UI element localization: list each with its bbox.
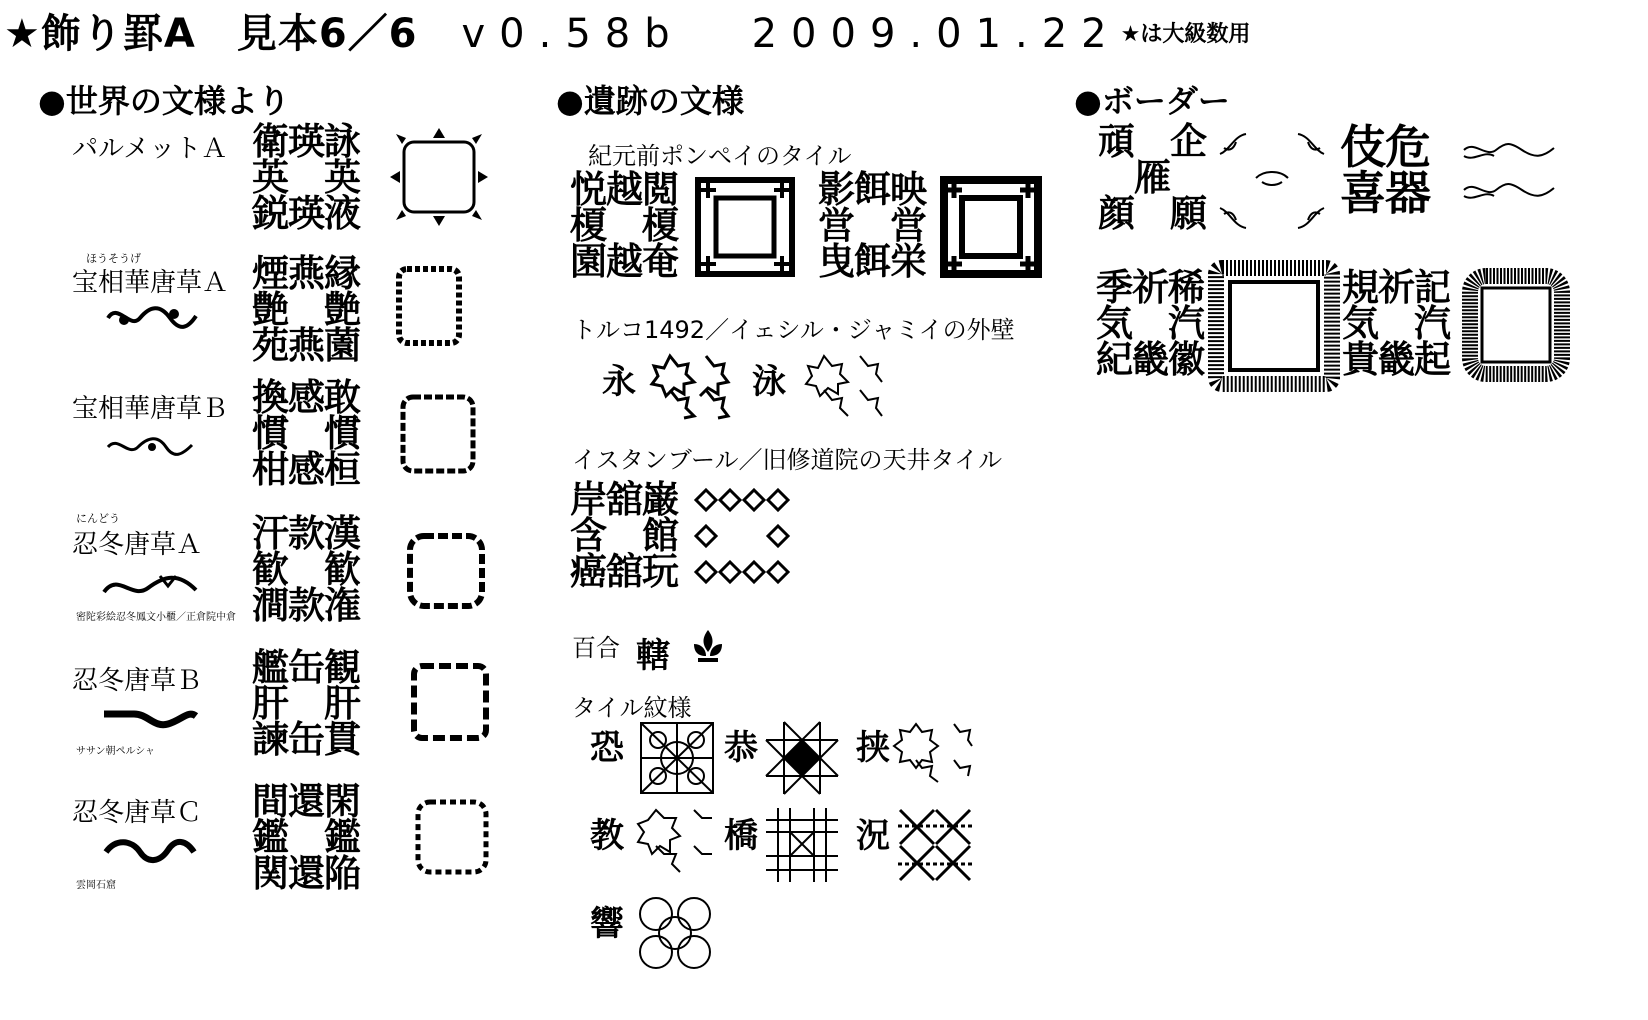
sample-kanji: 轄: [636, 636, 670, 676]
sample-kanji: 況: [856, 816, 890, 856]
glyph-block: 季祈稀 気 汽 紀畿徽: [1096, 266, 1204, 381]
title-text: ★飾り罫A 見本6／6: [4, 11, 418, 57]
star-tile-icon: [650, 354, 730, 424]
crossed-tile-icon: [898, 808, 972, 882]
glyph-block: 規祈記 気 汽 貴畿起: [1342, 266, 1450, 381]
pattern-label: 百合: [572, 634, 620, 662]
ruby-text: にんどう: [76, 512, 120, 525]
page-title: [4, 2, 1250, 59]
flourish-corner-icon: [1216, 128, 1328, 232]
sample-kanji: 泳: [752, 362, 786, 402]
pattern-caption: 雲岡石窟: [76, 880, 116, 891]
pattern-caption: ササン朝ペルシャ: [76, 746, 156, 757]
section-heading-ruins: ●遺跡の文様: [556, 82, 744, 120]
usage-note: ★は大級数用: [1120, 22, 1251, 47]
sample-kanji: 恐: [590, 728, 624, 768]
pattern-label: イスタンブール／旧修道院の天井タイル: [572, 446, 1003, 474]
pattern-label: パルメットＡ: [72, 134, 228, 164]
arabesque-sample-icon: [104, 432, 196, 462]
floral-frame-icon: [394, 264, 464, 348]
meander-frame-icon: [694, 176, 796, 278]
floral-frame-icon: [398, 392, 478, 476]
glyph-block: 間還閑 鑑 鑑 関還陥: [252, 780, 360, 895]
date-text: 2009.01.22: [751, 11, 1121, 57]
glyph-block: 換感敢 慣 慣 柑感桓: [252, 376, 360, 491]
diamond-frame-icon: [694, 488, 790, 584]
radiating-frame-icon: [1464, 270, 1568, 380]
floral-frame-icon: [412, 796, 492, 878]
floral-frame-icon: [408, 660, 492, 744]
pattern-caption: 密陀彩絵忍冬鳳文小櫃／正倉院中倉: [76, 612, 236, 623]
circle-tile-icon: [638, 896, 712, 970]
glyph-block: 影餌映 営 営 曳餌栄: [818, 168, 926, 283]
palmette-frame-icon: [386, 124, 492, 230]
sample-kanji: 挟: [856, 728, 890, 768]
sample-kanji: 教: [590, 816, 624, 856]
scroll-ornament-icon: [1460, 138, 1558, 208]
pattern-label: 忍冬唐草Ｂ: [72, 666, 203, 696]
interlace-tile-icon: [766, 808, 838, 882]
geometric-tile-icon: [766, 722, 838, 794]
pattern-label: タイル紋様: [572, 694, 692, 722]
arabesque-sample-icon: [104, 300, 200, 336]
glyph-block: 岸舘巌 含 館 癌舘玩: [570, 478, 678, 593]
pattern-label: 忍冬唐草Ｃ: [72, 798, 203, 828]
pattern-label: トルコ1492／イェシル・ジャミイの外壁: [572, 316, 1015, 344]
sample-kanji: 恭: [724, 728, 758, 768]
meander-frame-icon: [940, 176, 1042, 278]
section-heading-world: ●世界の文様より: [38, 82, 290, 120]
star-tile-icon: [638, 808, 712, 882]
glyph-block: 煙燕縁 艶 艶 苑燕薗: [252, 252, 360, 367]
pattern-label: 忍冬唐草Ａ: [72, 530, 203, 560]
glyph-block: 汗款漢 歓 歓 澗款潅: [252, 512, 360, 627]
pattern-label: 宝相華唐草Ｂ: [72, 394, 229, 424]
glyph-block: 頑 企 雁 顔 願: [1098, 120, 1206, 235]
geometric-tile-icon: [640, 722, 714, 794]
floral-frame-icon: [404, 530, 488, 612]
pattern-label: 宝相華唐草Ａ: [72, 268, 229, 298]
fleur-de-lis-icon: [688, 628, 728, 668]
ruby-text: ほうそうげ: [86, 252, 141, 265]
sample-kanji: 永: [602, 362, 636, 402]
radiating-frame-icon: [1212, 264, 1336, 388]
arabesque-sample-icon: [100, 702, 200, 734]
arabesque-sample-icon: [100, 568, 200, 600]
version-text: v0.58b: [461, 11, 684, 57]
star-tile-icon: [898, 722, 972, 794]
sample-kanji: 橋: [724, 816, 758, 856]
section-heading-border: ●ボーダー: [1074, 82, 1230, 120]
pattern-label: 紀元前ポンペイのタイル: [588, 142, 852, 170]
star-tile-icon: [806, 354, 882, 424]
arabesque-sample-icon: [102, 834, 198, 864]
glyph-block: 艦缶観 肝 肝 諫缶貫: [252, 646, 360, 761]
glyph-block: 衛瑛詠 英 英 鋭瑛液: [252, 120, 360, 235]
glyph-block: 伎危 喜器: [1340, 120, 1430, 220]
sample-kanji: 響: [590, 904, 624, 944]
glyph-block: 悦越閲 榎 榎 園越奄: [570, 168, 678, 283]
